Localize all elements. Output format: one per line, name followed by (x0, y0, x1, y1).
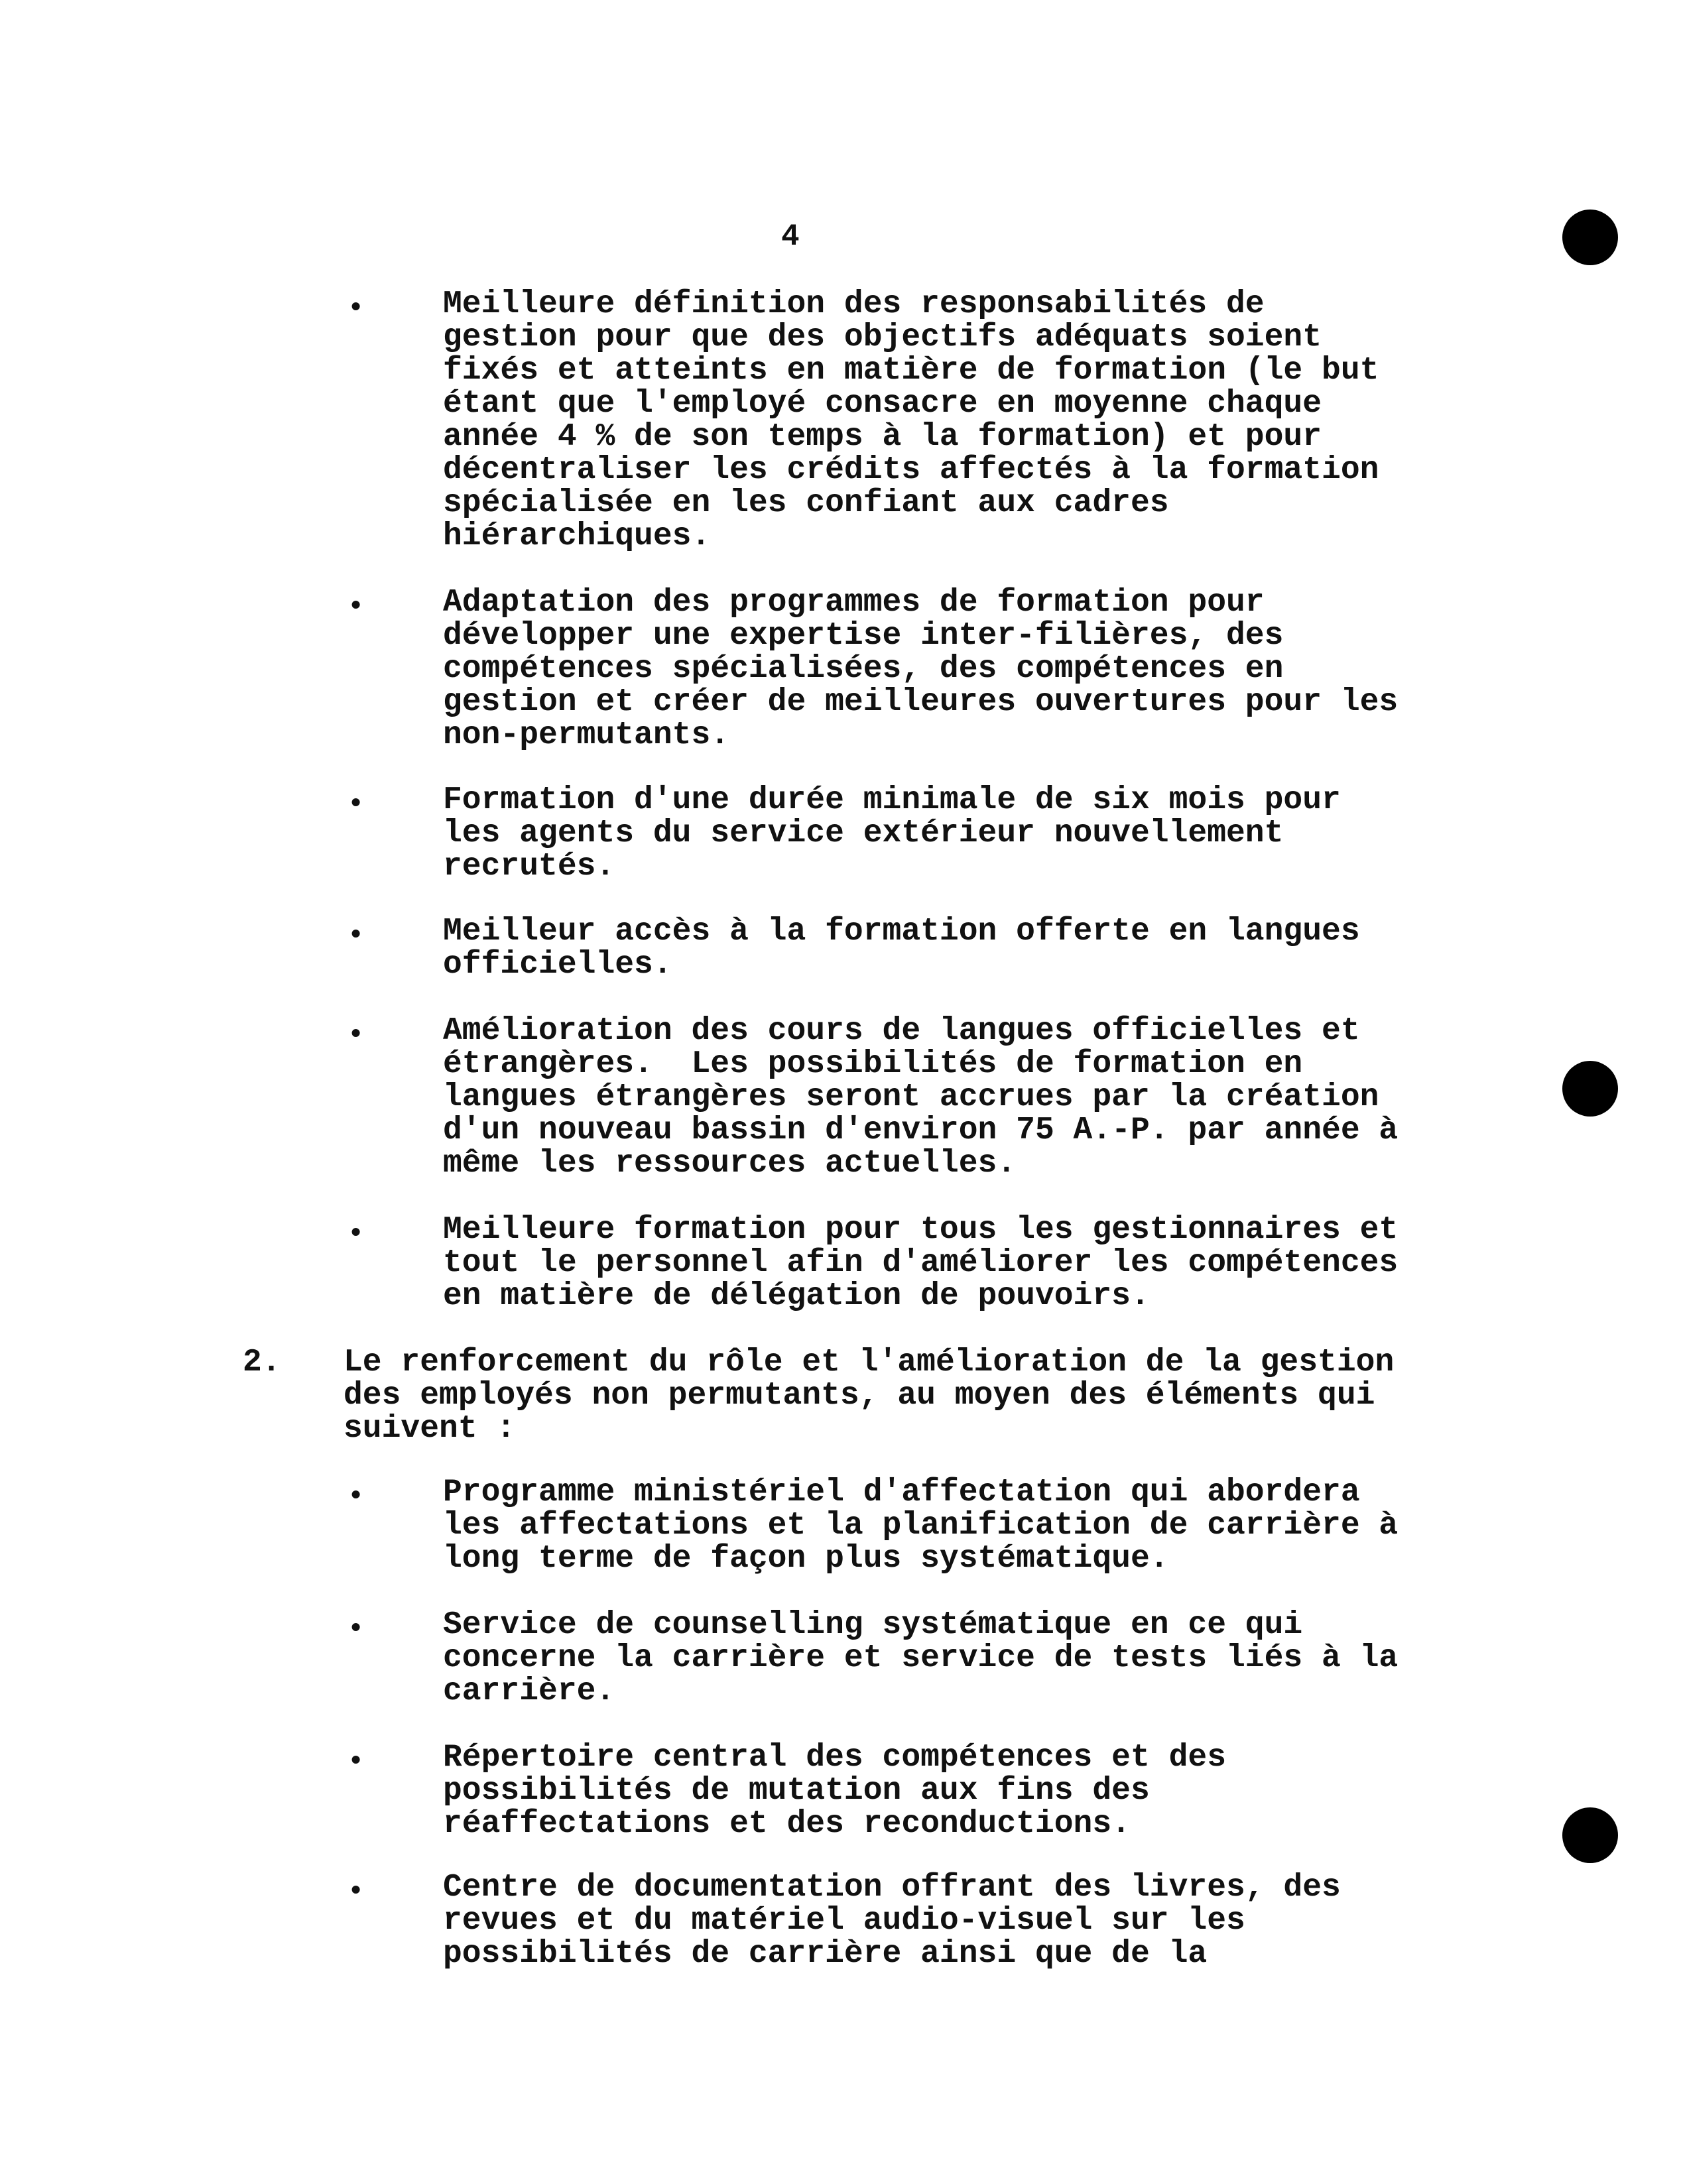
section-text: Le renforcement du rôle et l'amélioration de la gestion des employés non permutants, au moyen des éléments qui suivent : (343, 1345, 1395, 1447)
bullet-text: Meilleur accès à la formation offerte en langues officielles. (443, 914, 1360, 983)
bullet-text: Service de counselling systématique en ce qui concerne la carrière et service de tests liés à la carrière. (443, 1607, 1399, 1709)
bullet-text: Centre de documentation offrant des livres, des revues et du matériel audio-visuel sur les possibilités de carrière ainsi que de la (443, 1870, 1341, 1972)
bullet-text: Adaptation des programmes de formation pour développer une expertise inter-filières, des compétences spécialisées, des compétences en gestion et créer de meilleures ouvertures pour les non-permutants. (443, 585, 1399, 753)
bullet-marker: • (347, 1019, 365, 1051)
bullet-marker: • (347, 1481, 365, 1512)
bullet-marker: • (347, 788, 365, 820)
punch-hole-middle (1562, 1061, 1618, 1117)
page-number: 4 (781, 219, 800, 254)
bullet-marker: • (347, 1613, 365, 1645)
bullet-text: Amélioration des cours de langues officielles et étrangères. Les possibilités de formation en langues étrangères seront accrues par la création d'un nouveau bassin d'environ 75 A.-P. par année à même les ressources actuelles. (443, 1013, 1399, 1182)
bullet-text: Formation d'une durée minimale de six mois pour les agents du service extérieur nouvellement recrutés. (443, 782, 1341, 884)
bullet-text: Répertoire central des compétences et des possibilités de mutation aux fins des réaffectations et des reconductions. (443, 1740, 1226, 1842)
bullet-marker: • (347, 591, 365, 623)
bullet-text: Meilleure définition des responsabilités de gestion pour que des objectifs adéquats soient fixés et atteints en matière de formation (le but étant que l'employé consacre en moyenne chaque année 4 % de son temps à la formation) et pour décentraliser les crédits affectés à la formation spécialisée en les confiant aux cadres hiérarchiques. (443, 286, 1379, 554)
bullet-text: Meilleure formation pour tous les gestionnaires et tout le personnel afin d'améliorer les compétences en matière de délégation de pouvoirs. (443, 1212, 1399, 1314)
bullet-marker: • (347, 1746, 365, 1778)
bullet-text: Programme ministériel d'affectation qui abordera les affectations et la planification de carrière à long terme de façon plus systématique. (443, 1475, 1399, 1577)
section-number: 2. (243, 1345, 281, 1380)
bullet-marker: • (347, 920, 365, 951)
bullet-marker: • (347, 1876, 365, 1908)
punch-hole-bottom (1562, 1807, 1618, 1863)
punch-hole-top (1562, 210, 1618, 265)
bullet-marker: • (347, 292, 365, 324)
bullet-marker: • (347, 1218, 365, 1250)
